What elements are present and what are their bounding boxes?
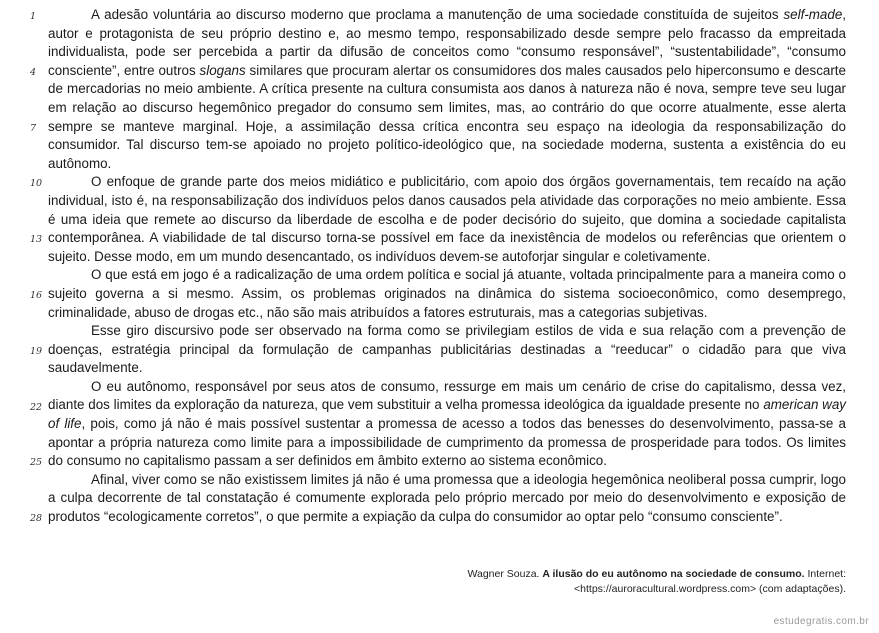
line-number: 22 (30, 402, 43, 413)
text-run: O enfoque de grande parte dos meios midiático e publicitário, com apoio dos órgãos governamentais, tem recaído na ação individual, isto é, na responsabilização dos indivíduos pelos danos causados pela atividade das corporações no meio ambiente. Essa é uma ideia que remete ao discurso da liberdade de escolha e de poder decisório do sujeito, que domina a sociedade capitalista contemporânea. A viabilidade de tal discurso torna-se possível em face da inexistência de modelos ou referências que orientem o sujeito. Desse modo, em um mundo desencantado, os indivíduos devem-se autoforjar singular e coletivamente. (48, 174, 846, 264)
paragraph (48, 173, 846, 266)
text-run: O eu autônomo, responsável por seus atos de consumo, ressurge em mais um cenário de crise do capitalismo, dessa vez, diante dos limites da exploração da natureza, que vem substituir a velha promessa ideológica da igualdade presente no (48, 378, 846, 413)
paragraph (48, 322, 846, 378)
text-run: Esse giro discursivo pode ser observado na forma como se privilegiam estilos de vida e sua relação com a prevenção de doenças, estratégia principal da formulação de campanhas publicitárias destinadas a “reeducar” o cidadão para que viva saudavelmente. (48, 323, 846, 376)
line-number: 19 (30, 346, 43, 357)
line-number: 13 (30, 234, 43, 245)
line-number: 28 (30, 513, 43, 524)
paragraph (48, 6, 846, 173)
article-body (48, 6, 846, 527)
source-url: <https://auroracultural.wordpress.com> (574, 583, 757, 595)
source-medium: Internet: (807, 568, 846, 580)
text-run: , pois, como já não é mais possível sustentar a promessa de acesso a todos das benesses do desenvolvimento, passa-se a apontar a própria natureza como limite para a impossibilidade de cumprimento da promessa de prosperidade para todos. Os limites do consumo no capitalismo passam a ser definidos em âmbito externo ao sistema econômico. (48, 416, 846, 469)
text-run: similares que procuram alertar os consumidores dos males causados pelo hiperconsumo e descarte de mercadorias no meio ambiente. A crítica presente na cultura consumista aos danos à natureza não é nova, sempre teve seu lugar em relação ao discurso hegemônico pregador do consumo sem limites, mas, ao contrário do que ocorre atualmente, esse alerta sempre se manteve marginal. Hoje, a assimilação dessa crítica encontra seu espaço na ideologia da responsabilização do consumidor. Tal discurso tem-se apoiado no projeto político-ideológico que, na sociedade moderna, sustenta a existência do eu autônomo. (48, 62, 846, 171)
text-run: O que está em jogo é a radicalização de uma ordem política e social já atuante, voltada principalmente para a maneira como o sujeito governa a si mesmo. Assim, os problemas originados na dinâmica do sistema socioeconômico, como desemprego, criminalidade, abuso de drogas etc., não são mais atribuídos a fatores estruturais, mas a categorias subjetivas. (48, 267, 846, 320)
italic-term: american way of life (48, 397, 846, 432)
watermark: estudegratis.com.br (773, 616, 869, 627)
paragraph (48, 378, 846, 471)
source-note: (com adaptações). (759, 583, 846, 595)
source-author: Wagner Souza. (467, 568, 540, 580)
source-title: A ilusão do eu autônomo na sociedade de consumo. (542, 568, 805, 580)
line-number: 10 (30, 178, 43, 189)
italic-term: slogans (199, 62, 246, 78)
text-run: Afinal, viver como se não existissem limites já não é uma promessa que a ideologia hegemônica neoliberal possa cumprir, logo a culpa decorrente de tal constatação é comumente explorada pelo próprio mercado por meio do desenvolvimento e exposição de produtos “ecologicamente corretos”, o que permite a expiação da culpa do consumidor ao optar pelo “consumo consciente”. (48, 471, 846, 525)
source-citation (467, 567, 846, 597)
line-number: 4 (30, 67, 37, 78)
line-number: 25 (30, 457, 43, 468)
line-number: 16 (30, 290, 43, 301)
text-run: , autor e protagonista de seu próprio destino e, ao mesmo tempo, responsabilizado desde sempre pelo fracasso da empreitada individualista, pode ser percebida a partir da difusão de conceitos como “consumo responsável”, “sustentabilidade”, “consumo consciente”, entre outros (48, 7, 846, 78)
paragraph (48, 471, 846, 527)
text-run: A adesão voluntária ao discurso moderno que proclama a manutenção de uma sociedade constituída de sujeitos (91, 7, 784, 22)
line-number: 7 (30, 123, 37, 134)
paragraph (48, 266, 846, 322)
italic-term: self-made (783, 7, 843, 22)
line-number: 1 (30, 11, 37, 22)
